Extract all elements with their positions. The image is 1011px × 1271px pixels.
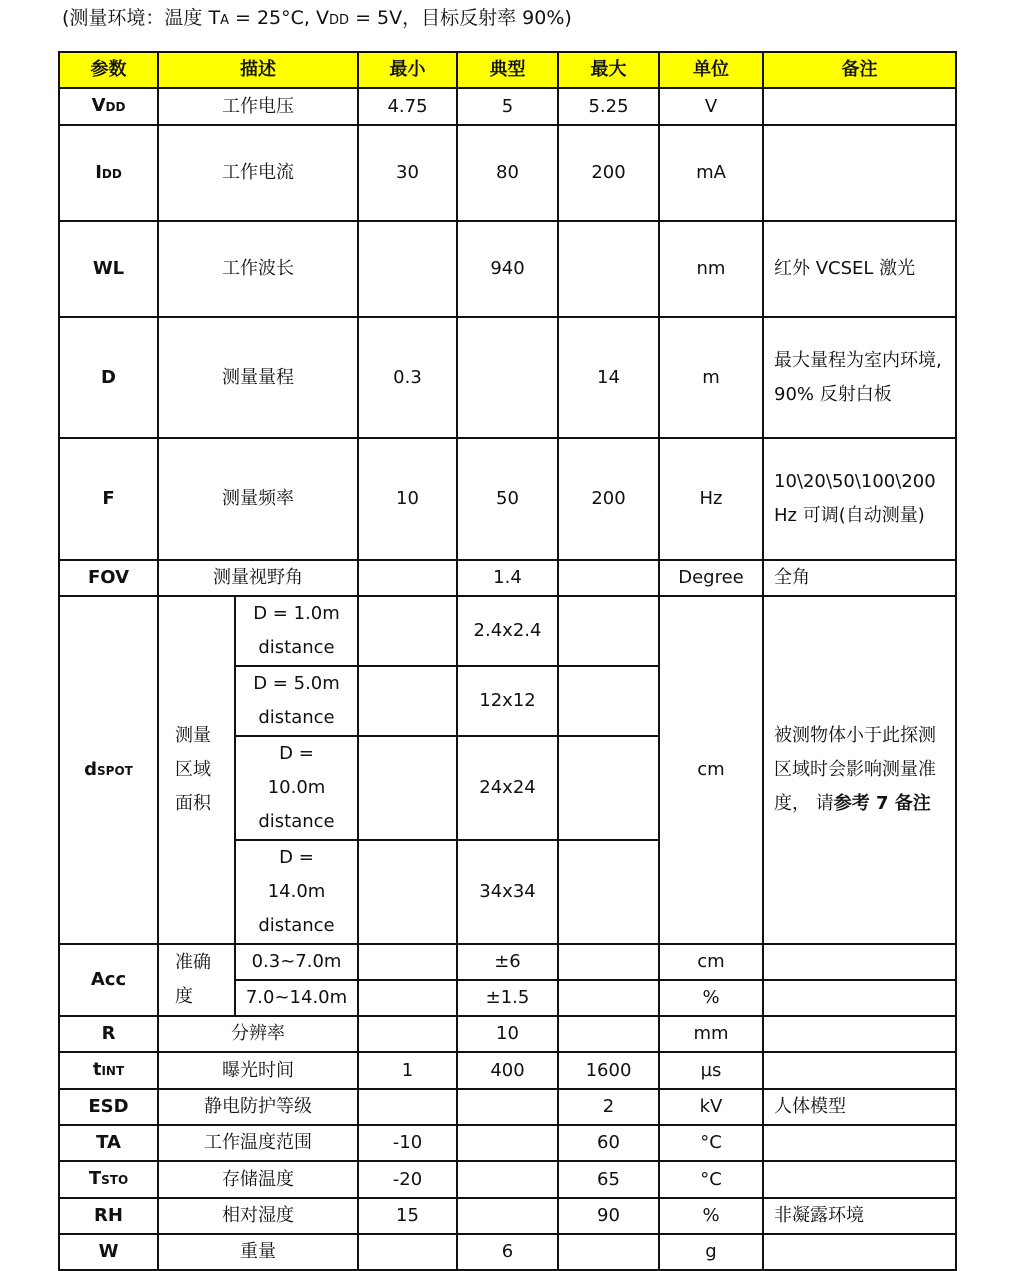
- table-row: [59, 88, 956, 125]
- max-cell: [558, 560, 659, 596]
- min-cell: -20: [358, 1161, 457, 1198]
- typ-cell: 10: [457, 1016, 558, 1052]
- max-cell: 90: [558, 1198, 659, 1234]
- condition-cell: 7.0~14.0m: [235, 980, 358, 1016]
- max-cell: 14: [558, 317, 659, 438]
- desc-cell: 分辨率: [158, 1016, 358, 1052]
- param-cell: RH: [59, 1198, 158, 1234]
- note-cell: 全角: [763, 560, 956, 596]
- table-row: [59, 1125, 956, 1161]
- unit-cell: °C: [659, 1125, 763, 1161]
- param-cell: IDD: [59, 125, 158, 221]
- typ-cell: 80: [457, 125, 558, 221]
- typ-cell: 400: [457, 1052, 558, 1089]
- table-row: [59, 944, 956, 980]
- note-cell: 被测物体小于此探测区域时会影响测量准度， 请参考 7 备注: [763, 596, 956, 944]
- max-cell: [558, 736, 659, 840]
- note-cell: 最大量程为室内环境, 90% 反射白板: [763, 317, 956, 438]
- typ-cell: 24x24: [457, 736, 558, 840]
- min-cell: 1: [358, 1052, 457, 1089]
- unit-cell: %: [659, 1198, 763, 1234]
- unit-cell: mm: [659, 1016, 763, 1052]
- min-cell: [358, 596, 457, 666]
- note-cell: [763, 1161, 956, 1198]
- unit-cell: Degree: [659, 560, 763, 596]
- header-min: 最小: [358, 52, 457, 88]
- max-cell: [558, 1234, 659, 1270]
- param-cell: ESD: [59, 1089, 158, 1125]
- typ-cell: 12x12: [457, 666, 558, 736]
- desc-cell: 工作温度范围: [158, 1125, 358, 1161]
- min-cell: -10: [358, 1125, 457, 1161]
- param-cell: TA: [59, 1125, 158, 1161]
- max-cell: 2: [558, 1089, 659, 1125]
- typ-cell: [457, 1125, 558, 1161]
- min-cell: 15: [358, 1198, 457, 1234]
- group-label-cell: 准确度: [158, 944, 235, 1016]
- unit-cell: °C: [659, 1161, 763, 1198]
- table-row: [59, 1052, 956, 1089]
- typ-cell: 6: [457, 1234, 558, 1270]
- param-cell: VDD: [59, 88, 158, 125]
- table-row: [59, 1234, 956, 1270]
- table-row: [59, 125, 956, 221]
- min-cell: 30: [358, 125, 457, 221]
- table-row: [59, 596, 956, 666]
- typ-cell: ±6: [457, 944, 558, 980]
- min-cell: [358, 1234, 457, 1270]
- desc-cell: 测量量程: [158, 317, 358, 438]
- table-row: [59, 560, 956, 596]
- param-cell: R: [59, 1016, 158, 1052]
- typ-cell: [457, 1161, 558, 1198]
- param-cell: dSPOT: [59, 596, 158, 944]
- min-cell: [358, 1089, 457, 1125]
- min-cell: [358, 944, 457, 980]
- measurement-conditions-caption: (测量环境：温度 TA = 25°C, VDD = 5V，目标反射率 90%): [62, 7, 572, 29]
- min-cell: 4.75: [358, 88, 457, 125]
- desc-cell: 工作电压: [158, 88, 358, 125]
- unit-cell: µs: [659, 1052, 763, 1089]
- unit-cell: cm: [659, 596, 763, 944]
- table-header-row: [59, 52, 956, 88]
- param-cell: D: [59, 317, 158, 438]
- max-cell: 60: [558, 1125, 659, 1161]
- unit-cell: m: [659, 317, 763, 438]
- header-unit: 单位: [659, 52, 763, 88]
- typ-cell: 940: [457, 221, 558, 317]
- note-cell: [763, 88, 956, 125]
- note-cell: [763, 980, 956, 1016]
- param-cell: Acc: [59, 944, 158, 1016]
- desc-cell: 工作波长: [158, 221, 358, 317]
- table-row: [59, 221, 956, 317]
- unit-cell: mA: [659, 125, 763, 221]
- spec-table: [58, 51, 957, 1271]
- min-cell: 0.3: [358, 317, 457, 438]
- min-cell: [358, 666, 457, 736]
- min-cell: [358, 980, 457, 1016]
- max-cell: [558, 221, 659, 317]
- header-max: 最大: [558, 52, 659, 88]
- note-cell: [763, 1052, 956, 1089]
- unit-cell: Hz: [659, 438, 763, 560]
- desc-cell: 静电防护等级: [158, 1089, 358, 1125]
- param-cell: tINT: [59, 1052, 158, 1089]
- condition-cell: D = 10.0m distance: [235, 736, 358, 840]
- typ-cell: 34x34: [457, 840, 558, 944]
- condition-cell: D = 1.0m distance: [235, 596, 358, 666]
- param-cell: F: [59, 438, 158, 560]
- note-cell: 人体模型: [763, 1089, 956, 1125]
- min-cell: [358, 560, 457, 596]
- unit-cell: nm: [659, 221, 763, 317]
- min-cell: [358, 221, 457, 317]
- header-note: 备注: [763, 52, 956, 88]
- param-cell: W: [59, 1234, 158, 1270]
- note-cell: 非凝露环境: [763, 1198, 956, 1234]
- param-cell: WL: [59, 221, 158, 317]
- max-cell: [558, 980, 659, 1016]
- header-param: 参数: [59, 52, 158, 88]
- note-cell: [763, 1016, 956, 1052]
- table-row: [59, 1089, 956, 1125]
- unit-cell: kV: [659, 1089, 763, 1125]
- note-cell: 10\20\50\100\200 Hz 可调(自动测量): [763, 438, 956, 560]
- desc-cell: 测量视野角: [158, 560, 358, 596]
- desc-cell: 工作电流: [158, 125, 358, 221]
- typ-cell: 1.4: [457, 560, 558, 596]
- condition-cell: D = 5.0m distance: [235, 666, 358, 736]
- max-cell: [558, 840, 659, 944]
- typ-cell: [457, 317, 558, 438]
- table-row: [59, 1198, 956, 1234]
- min-cell: 10: [358, 438, 457, 560]
- max-cell: [558, 666, 659, 736]
- table-row: [59, 1016, 956, 1052]
- typ-cell: 5: [457, 88, 558, 125]
- table-row: [59, 1161, 956, 1198]
- desc-cell: 测量频率: [158, 438, 358, 560]
- desc-cell: 曝光时间: [158, 1052, 358, 1089]
- max-cell: 1600: [558, 1052, 659, 1089]
- desc-cell: 存储温度: [158, 1161, 358, 1198]
- note-cell: 红外 VCSEL 激光: [763, 221, 956, 317]
- unit-cell: %: [659, 980, 763, 1016]
- max-cell: [558, 596, 659, 666]
- header-typ: 典型: [457, 52, 558, 88]
- desc-cell: 相对湿度: [158, 1198, 358, 1234]
- param-cell: FOV: [59, 560, 158, 596]
- table-row: [59, 317, 956, 438]
- note-cell: [763, 1125, 956, 1161]
- typ-cell: [457, 1089, 558, 1125]
- typ-cell: 2.4x2.4: [457, 596, 558, 666]
- min-cell: [358, 736, 457, 840]
- min-cell: [358, 840, 457, 944]
- unit-cell: cm: [659, 944, 763, 980]
- typ-cell: ±1.5: [457, 980, 558, 1016]
- note-cell: [763, 1234, 956, 1270]
- max-cell: 5.25: [558, 88, 659, 125]
- typ-cell: 50: [457, 438, 558, 560]
- group-label-cell: 测量区域面积: [158, 596, 235, 944]
- param-cell: TSTO: [59, 1161, 158, 1198]
- desc-cell: 重量: [158, 1234, 358, 1270]
- max-cell: 200: [558, 438, 659, 560]
- note-cell: [763, 125, 956, 221]
- note-cell: [763, 944, 956, 980]
- table-row: [59, 438, 956, 560]
- condition-cell: 0.3~7.0m: [235, 944, 358, 980]
- max-cell: [558, 1016, 659, 1052]
- header-desc: 描述: [158, 52, 358, 88]
- max-cell: [558, 944, 659, 980]
- min-cell: [358, 1016, 457, 1052]
- max-cell: 200: [558, 125, 659, 221]
- typ-cell: [457, 1198, 558, 1234]
- unit-cell: V: [659, 88, 763, 125]
- max-cell: 65: [558, 1161, 659, 1198]
- unit-cell: g: [659, 1234, 763, 1270]
- condition-cell: D = 14.0m distance: [235, 840, 358, 944]
